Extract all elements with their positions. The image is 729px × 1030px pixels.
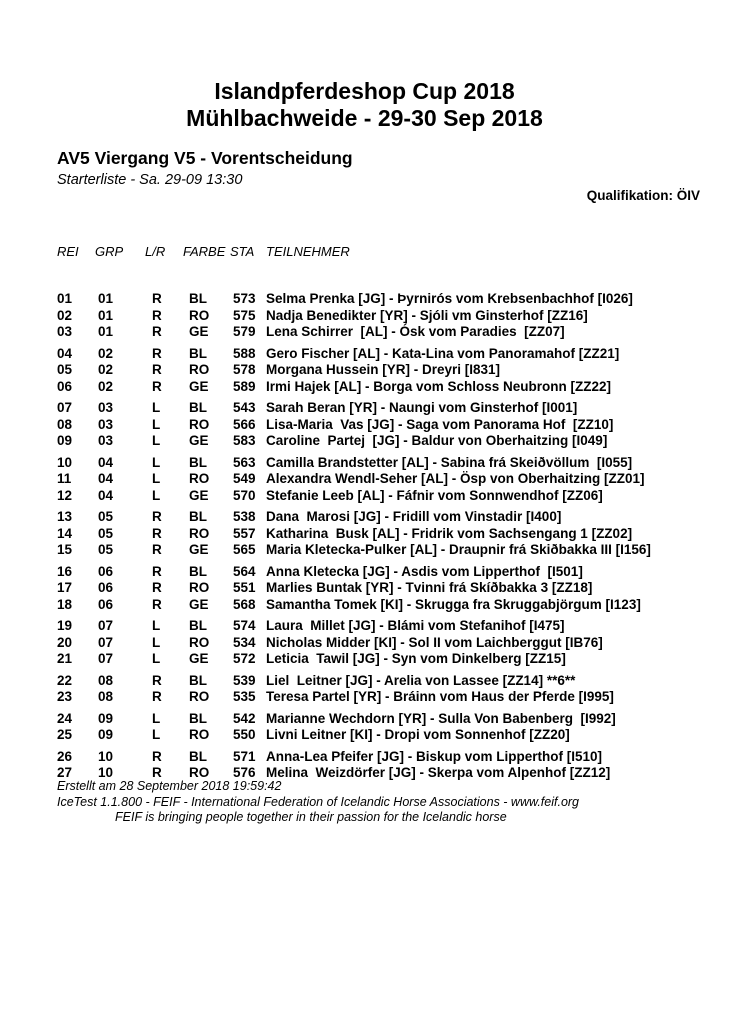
start-group <box>0 618 729 668</box>
cell-rei: 09 <box>57 433 73 448</box>
cell-teilnehmer: Katharina Busk [AL] - Fridrik vom Sachsengang 1 [ZZ02] <box>266 525 633 541</box>
cell-farbe: RO <box>189 727 210 742</box>
table-row <box>0 564 729 581</box>
table-row <box>0 379 729 396</box>
cell-teilnehmer: Morgana Hussein [YR] - Dreyri [I831] <box>266 362 501 377</box>
cell-teilnehmer: Sarah Beran [YR] - Naungi vom Ginsterhof [I001] <box>266 400 578 415</box>
cell-sta: 542 <box>233 710 256 726</box>
cell-rei: 17 <box>57 580 73 595</box>
table-header-row <box>0 244 729 259</box>
cell-teilnehmer: Nicholas Midder [KI] - Sol II vom Laichberggut [IB76] <box>266 634 603 650</box>
column-header-grp: GRP <box>95 244 124 259</box>
cell-teilnehmer: Marianne Wechdorn [YR] - Sulla Von Babenberg [I992] <box>266 710 616 726</box>
cell-sta: 551 <box>233 580 256 595</box>
cell-grp: 10 <box>98 748 114 764</box>
cell-farbe: GE <box>189 324 209 339</box>
cell-grp: 04 <box>98 487 114 503</box>
cell-lr: L <box>152 651 161 666</box>
cell-farbe: RO <box>189 362 210 377</box>
cell-farbe: BL <box>189 400 207 415</box>
cell-sta: 572 <box>233 651 256 666</box>
cell-teilnehmer: Camilla Brandstetter [AL] - Sabina frá Skeiðvöllum [I055] <box>266 454 633 470</box>
cell-lr: R <box>152 307 162 323</box>
cell-farbe: RO <box>189 765 210 780</box>
column-header-teilnehmer: TEILNEHMER <box>266 244 350 259</box>
cell-rei: 16 <box>57 563 73 579</box>
cell-farbe: GE <box>189 596 209 612</box>
cell-grp: 02 <box>98 362 114 377</box>
cell-grp: 05 <box>98 525 114 541</box>
cell-grp: 07 <box>98 634 114 650</box>
table-row <box>0 689 729 706</box>
document-title <box>0 78 729 132</box>
cell-teilnehmer: Melina Weizdörfer [JG] - Skerpa vom Alpenhof [ZZ12] <box>266 765 611 780</box>
cell-farbe: GE <box>189 542 209 557</box>
cell-farbe: BL <box>189 454 207 470</box>
cell-sta: 535 <box>233 689 256 704</box>
cell-rei: 13 <box>57 509 73 524</box>
table-row <box>0 417 729 434</box>
cell-rei: 15 <box>57 542 73 557</box>
cell-lr: L <box>152 634 161 650</box>
cell-lr: L <box>152 618 161 633</box>
cell-rei: 27 <box>57 765 73 780</box>
cell-lr: R <box>152 378 162 394</box>
cell-teilnehmer: Laura Millet [JG] - Blámi vom Stefanihof [I475] <box>266 618 565 633</box>
column-header-rei: REI <box>57 244 79 259</box>
table-row <box>0 618 729 635</box>
cell-sta: 538 <box>233 509 256 524</box>
cell-sta: 534 <box>233 634 256 650</box>
cell-lr: R <box>152 563 162 579</box>
cell-teilnehmer: Marlies Buntak [YR] - Tvinni frá Skíðbakka 3 [ZZ18] <box>266 580 593 595</box>
table-row <box>0 580 729 597</box>
start-group <box>0 291 729 341</box>
cell-teilnehmer: Caroline Partej [JG] - Baldur von Oberhaitzing [I049] <box>266 433 608 448</box>
cell-rei: 07 <box>57 400 73 415</box>
cell-sta: 573 <box>233 291 256 306</box>
cell-rei: 22 <box>57 672 73 688</box>
cell-sta: 539 <box>233 672 256 688</box>
cell-grp: 02 <box>98 378 114 394</box>
cell-teilnehmer: Alexandra Wendl-Seher [AL] - Ösp von Oberhaitzing [ZZ01] <box>266 471 645 486</box>
cell-sta: 578 <box>233 362 256 377</box>
table-row <box>0 488 729 505</box>
cell-rei: 18 <box>57 596 73 612</box>
start-group <box>0 564 729 614</box>
cell-grp: 03 <box>98 400 114 415</box>
test-heading: AV5 Viergang V5 - Vorentscheidung <box>57 148 353 168</box>
cell-rei: 08 <box>57 416 73 432</box>
cell-lr: R <box>152 580 162 595</box>
cell-teilnehmer: Nadja Benedikter [YR] - Sjóli vm Ginsterhof [ZZ16] <box>266 307 588 323</box>
cell-farbe: GE <box>189 378 209 394</box>
cell-teilnehmer: Selma Prenka [JG] - Þyrnirós vom Krebsenbachhof [I026] <box>266 291 633 306</box>
table-row <box>0 749 729 766</box>
cell-rei: 01 <box>57 291 73 306</box>
table-row <box>0 291 729 308</box>
table-row <box>0 711 729 728</box>
table-row <box>0 509 729 526</box>
cell-sta: 574 <box>233 618 256 633</box>
cell-sta: 549 <box>233 471 256 486</box>
cell-teilnehmer: Dana Marosi [JG] - Fridill vom Vinstadir [I400] <box>266 509 562 524</box>
footer-feif-slogan: FEIF is bringing people together in their passion for the Icelandic horse <box>115 810 507 824</box>
cell-teilnehmer: Livni Leitner [KI] - Dropi vom Sonnenhof [ZZ20] <box>266 727 570 742</box>
cell-lr: R <box>152 596 162 612</box>
cell-lr: R <box>152 509 162 524</box>
cell-rei: 10 <box>57 454 73 470</box>
column-header-lr: L/R <box>145 244 166 259</box>
cell-rei: 14 <box>57 525 73 541</box>
cell-rei: 25 <box>57 727 73 742</box>
table-row <box>0 673 729 690</box>
cell-sta: 543 <box>233 400 256 415</box>
cell-lr: R <box>152 765 162 780</box>
column-header-sta: STA <box>230 244 255 259</box>
cell-lr: R <box>152 689 162 704</box>
cell-grp: 06 <box>98 596 114 612</box>
cell-lr: L <box>152 400 161 415</box>
cell-farbe: BL <box>189 563 207 579</box>
table-row <box>0 597 729 614</box>
table-row <box>0 455 729 472</box>
cell-grp: 01 <box>98 291 114 306</box>
cell-rei: 20 <box>57 634 73 650</box>
cell-grp: 04 <box>98 471 114 486</box>
cell-sta: 588 <box>233 345 256 361</box>
cell-teilnehmer: Leticia Tawil [JG] - Syn vom Dinkelberg [ZZ15] <box>266 651 566 666</box>
cell-grp: 03 <box>98 416 114 432</box>
cell-farbe: GE <box>189 433 209 448</box>
cell-lr: R <box>152 362 162 377</box>
cell-lr: L <box>152 471 161 486</box>
cell-sta: 564 <box>233 563 256 579</box>
cell-lr: L <box>152 727 161 742</box>
cell-grp: 02 <box>98 345 114 361</box>
starterlist-subheading: Starterliste - Sa. 29-09 13:30 <box>57 172 243 188</box>
table-row <box>0 362 729 379</box>
cell-sta: 563 <box>233 454 256 470</box>
cell-farbe: GE <box>189 487 209 503</box>
start-group <box>0 749 729 782</box>
cell-farbe: RO <box>189 580 210 595</box>
start-group <box>0 346 729 396</box>
cell-rei: 03 <box>57 324 73 339</box>
cell-lr: L <box>152 433 161 448</box>
cell-farbe: RO <box>189 416 210 432</box>
cell-teilnehmer: Liel Leitner [JG] - Arelia von Lassee [ZZ14] **6** <box>266 672 576 688</box>
cell-lr: R <box>152 324 162 339</box>
table-row <box>0 526 729 543</box>
cell-teilnehmer: Stefanie Leeb [AL] - Fáfnir vom Sonnwendhof [ZZ06] <box>266 487 603 503</box>
cell-grp: 06 <box>98 563 114 579</box>
cell-sta: 579 <box>233 324 256 339</box>
cell-grp: 01 <box>98 307 114 323</box>
cell-farbe: RO <box>189 471 210 486</box>
cell-farbe: BL <box>189 291 207 306</box>
cell-farbe: RO <box>189 689 210 704</box>
cell-teilnehmer: Anna Kletecka [JG] - Asdis vom Lipperthof [I501] <box>266 563 583 579</box>
start-group <box>0 400 729 450</box>
cell-sta: 576 <box>233 765 256 780</box>
cell-lr: R <box>152 542 162 557</box>
cell-rei: 12 <box>57 487 73 503</box>
cell-farbe: BL <box>189 618 207 633</box>
event-location-date: Mühlbachweide - 29-30 Sep 2018 <box>186 105 543 131</box>
cell-sta: 565 <box>233 542 256 557</box>
table-row <box>0 400 729 417</box>
cell-grp: 07 <box>98 618 114 633</box>
cell-teilnehmer: Lisa-Maria Vas [JG] - Saga vom Panorama Hof [ZZ10] <box>266 416 614 432</box>
cell-rei: 21 <box>57 651 73 666</box>
footer-created-at: Erstellt am 28 September 2018 19:59:42 <box>57 779 282 793</box>
table-row <box>0 635 729 652</box>
cell-farbe: BL <box>189 710 207 726</box>
cell-rei: 11 <box>57 471 72 486</box>
cell-grp: 05 <box>98 542 114 557</box>
table-body <box>0 291 729 787</box>
cell-farbe: BL <box>189 509 207 524</box>
table-row <box>0 346 729 363</box>
cell-sta: 550 <box>233 727 256 742</box>
cell-farbe: BL <box>189 672 207 688</box>
cell-rei: 06 <box>57 378 73 394</box>
cell-teilnehmer: Anna-Lea Pfeifer [JG] - Biskup vom Lipperthof [I510] <box>266 748 603 764</box>
cell-grp: 08 <box>98 672 114 688</box>
cell-sta: 575 <box>233 307 256 323</box>
start-group <box>0 509 729 559</box>
cell-sta: 589 <box>233 378 256 394</box>
cell-farbe: BL <box>189 748 207 764</box>
cell-rei: 05 <box>57 362 73 377</box>
cell-grp: 09 <box>98 727 114 742</box>
cell-teilnehmer: Lena Schirrer [AL] - Ósk vom Paradies [ZZ07] <box>266 324 565 339</box>
start-group <box>0 673 729 706</box>
cell-rei: 19 <box>57 618 73 633</box>
cell-grp: 01 <box>98 324 114 339</box>
cell-farbe: RO <box>189 307 210 323</box>
table-row <box>0 471 729 488</box>
cell-grp: 05 <box>98 509 114 524</box>
cell-sta: 571 <box>233 748 256 764</box>
qualification-label: Qualifikation: ÖIV <box>586 188 700 203</box>
column-header-farbe: FARBE <box>183 244 226 259</box>
table-row <box>0 324 729 341</box>
cell-grp: 09 <box>98 710 114 726</box>
cell-lr: L <box>152 487 161 503</box>
cell-farbe: RO <box>189 525 210 541</box>
cell-farbe: GE <box>189 651 209 666</box>
cell-lr: L <box>152 710 161 726</box>
footer-software-credit: IceTest 1.1.800 - FEIF - International Federation of Icelandic Horse Associations - www.feif.org <box>57 794 580 809</box>
cell-rei: 24 <box>57 710 73 726</box>
cell-teilnehmer: Teresa Partel [YR] - Bráinn vom Haus der Pferde [I995] <box>266 689 614 704</box>
cell-teilnehmer: Maria Kletecka-Pulker [AL] - Draupnir frá Skiðbakka III [I156] <box>266 542 651 557</box>
table-row <box>0 308 729 325</box>
start-group <box>0 711 729 744</box>
cell-lr: R <box>152 345 162 361</box>
cell-farbe: BL <box>189 345 207 361</box>
cell-grp: 07 <box>98 651 114 666</box>
cell-rei: 04 <box>57 345 73 361</box>
cell-lr: L <box>152 416 161 432</box>
cell-sta: 570 <box>233 487 256 503</box>
cell-sta: 566 <box>233 416 256 432</box>
cell-lr: R <box>152 525 162 541</box>
cell-sta: 583 <box>233 433 256 448</box>
cell-lr: R <box>152 672 162 688</box>
cell-sta: 557 <box>233 525 256 541</box>
cell-grp: 10 <box>98 765 114 780</box>
table-row <box>0 433 729 450</box>
cell-teilnehmer: Irmi Hajek [AL] - Borga vom Schloss Neubronn [ZZ22] <box>266 378 612 394</box>
cell-teilnehmer: Gero Fischer [AL] - Kata-Lina vom Panoramahof [ZZ21] <box>266 345 620 361</box>
start-group <box>0 455 729 505</box>
cell-grp: 06 <box>98 580 114 595</box>
cell-rei: 02 <box>57 307 73 323</box>
table-row <box>0 542 729 559</box>
event-name: Islandpferdeshop Cup 2018 <box>214 78 515 104</box>
table-row <box>0 651 729 668</box>
cell-rei: 26 <box>57 748 73 764</box>
cell-lr: L <box>152 454 161 470</box>
table-row <box>0 727 729 744</box>
cell-lr: R <box>152 291 162 306</box>
cell-sta: 568 <box>233 596 256 612</box>
cell-grp: 04 <box>98 454 114 470</box>
cell-farbe: RO <box>189 634 210 650</box>
cell-teilnehmer: Samantha Tomek [KI] - Skrugga fra Skruggabjörgum [I123] <box>266 596 641 612</box>
cell-grp: 03 <box>98 433 114 448</box>
cell-grp: 08 <box>98 689 114 704</box>
document-footer <box>57 779 699 826</box>
cell-rei: 23 <box>57 689 73 704</box>
cell-lr: R <box>152 748 162 764</box>
